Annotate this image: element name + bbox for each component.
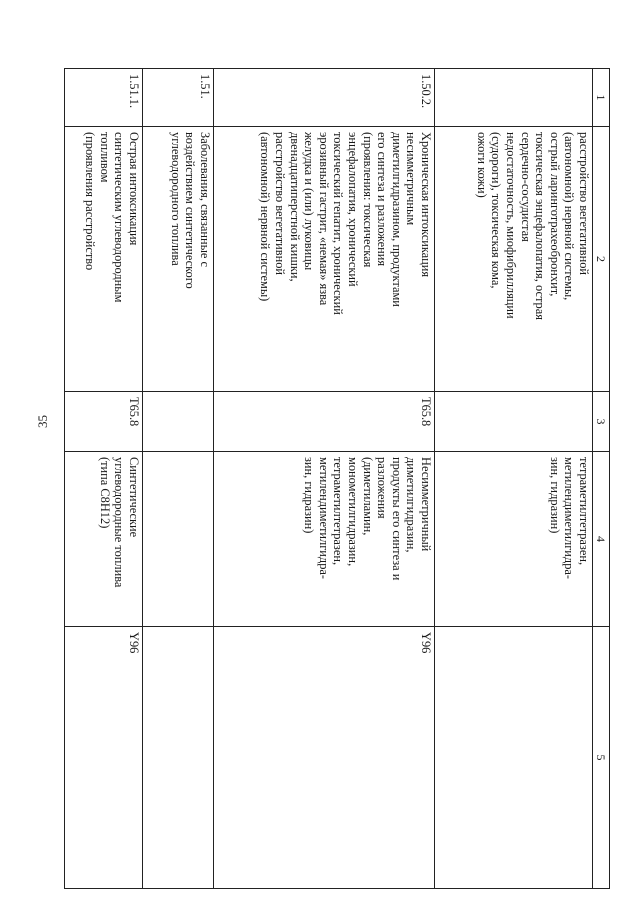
substance-line: зин, гидразин) xyxy=(547,457,562,534)
disease-line: его синтеза и разложения xyxy=(375,132,390,267)
row-icd-code xyxy=(435,392,593,452)
disease-line: сердечно-сосудистая xyxy=(518,132,533,242)
substance-line: Несимметричный xyxy=(419,457,433,552)
table-row xyxy=(435,69,593,889)
row-disease xyxy=(143,127,214,392)
header-col-4: 4 xyxy=(593,452,610,627)
substance-line: разложения xyxy=(375,457,390,519)
disease-line: (судороги), токсическая кома, xyxy=(489,132,504,289)
row-code: 1.51. xyxy=(143,69,214,127)
header-col-3: 3 xyxy=(593,392,610,452)
row-substance xyxy=(435,452,593,627)
row-code xyxy=(435,69,593,127)
disease-line: энцефалопатия, хронический xyxy=(346,132,361,287)
table-container xyxy=(66,68,610,888)
disease-line: углеводородного топлива xyxy=(168,132,183,266)
row-icd-code: Т65.8 xyxy=(65,392,143,452)
disease-line: (автономной) нервной системы, xyxy=(562,132,577,301)
substance-line: Синтетические xyxy=(127,457,141,538)
disease-line: (автономной) нервной системы) xyxy=(258,132,273,302)
row-disease xyxy=(214,127,435,392)
disease-line: несимметричным xyxy=(404,132,419,226)
disease-line: двенадцатиперстной кишки, xyxy=(287,132,302,282)
header-col-1: 1 xyxy=(593,69,610,127)
substance-line: диметилгидразин, xyxy=(404,457,419,553)
substance-line: (типа С8Н12) xyxy=(97,457,112,529)
occupational-diseases-table xyxy=(64,68,610,889)
disease-line: токсический гепатит, хронический xyxy=(331,132,346,315)
table-row xyxy=(214,69,435,889)
row-substance xyxy=(214,452,435,627)
substance-line: тетраметилтетразен, xyxy=(577,457,591,566)
disease-line: Острая интоксикация xyxy=(127,132,141,246)
row-substance xyxy=(143,452,214,627)
substance-line: (диметиламин, xyxy=(360,457,375,536)
substance-line: тетраметилтетразен, xyxy=(331,457,346,566)
disease-line: эрозивный гастрит, «немая» язва xyxy=(316,132,331,306)
row-external-cause xyxy=(435,627,593,889)
disease-line: расстройство вегетативной xyxy=(577,132,591,276)
row-code: 1.51.1. xyxy=(65,69,143,127)
substance-line: зин, гидразин) xyxy=(302,457,317,534)
header-col-5: 5 xyxy=(593,627,610,889)
row-code: 1.50.2. xyxy=(214,69,435,127)
row-disease xyxy=(65,127,143,392)
row-external-cause: Y96 xyxy=(65,627,143,889)
row-external-cause: Y96 xyxy=(214,627,435,889)
row-disease xyxy=(435,127,593,392)
substance-line: монометилгидразин, xyxy=(346,457,361,567)
table-row xyxy=(143,69,214,889)
substance-line: продукты его синтеза и xyxy=(389,457,404,581)
disease-line: диметилгидразином, продуктами xyxy=(389,132,404,307)
substance-line: метилендиметилгидра- xyxy=(316,457,331,580)
disease-line: синтетическим углеводородным xyxy=(112,132,127,303)
table-row xyxy=(65,69,143,889)
disease-line: ожоги кожи) xyxy=(474,132,489,198)
substance-line: метилендиметилгидра- xyxy=(562,457,577,580)
header-col-2: 2 xyxy=(593,127,610,392)
row-external-cause xyxy=(143,627,214,889)
disease-line: (проявления: токсическая xyxy=(360,132,375,268)
disease-line: воздействием синтетического xyxy=(183,132,198,289)
disease-line: желудка и (или) луковицы xyxy=(302,132,317,271)
substance-line: углеводородные топлива xyxy=(112,457,127,588)
header-row xyxy=(593,69,610,889)
disease-line: Хроническая интоксикация xyxy=(419,132,433,278)
disease-line: Заболевания, связанные с xyxy=(198,132,212,268)
row-substance xyxy=(65,452,143,627)
row-icd-code: Т65.8 xyxy=(214,392,435,452)
disease-line: острый ларинготрахеобронхит, xyxy=(547,132,562,297)
disease-line: недостаточность, миофибрилляции xyxy=(504,132,519,319)
disease-line: токсическая энцефалопатия, острая xyxy=(533,132,548,320)
page-number: 35 xyxy=(35,415,50,428)
disease-line: (проявления расстройство xyxy=(83,132,98,271)
row-icd-code xyxy=(143,392,214,452)
disease-line: расстройство вегетативной xyxy=(273,132,288,276)
disease-line: топливом xyxy=(97,132,112,183)
